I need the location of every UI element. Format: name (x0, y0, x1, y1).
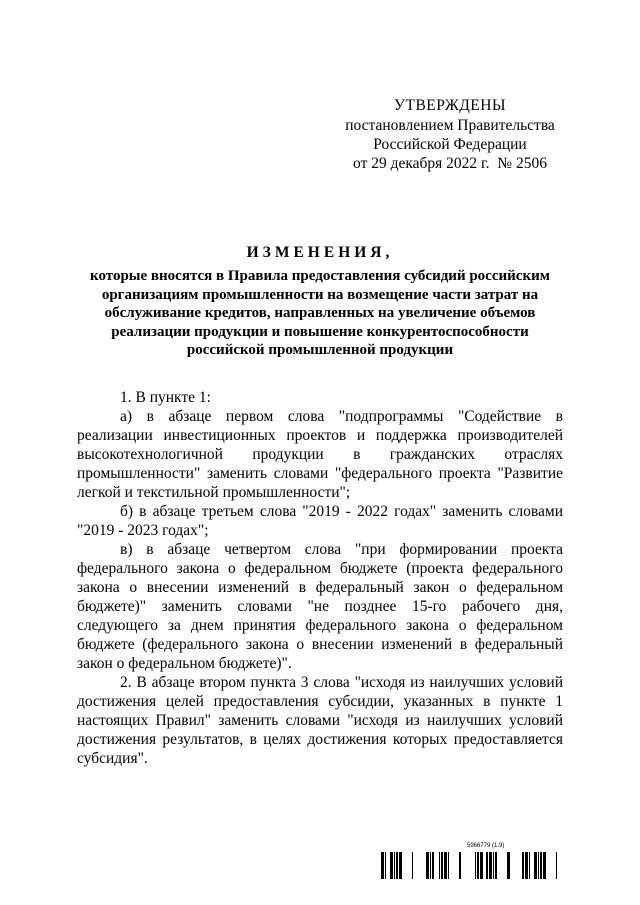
barcode-image (381, 852, 567, 879)
paragraph: в) в абзаце четвертом слова "при формировании проекта федерального закона о федеральном бюджете (проекта федерального закона о внесении изменений в федеральный закон о федеральном бюджете)" заменить словами "не позднее 15-го рабочего дня, следующего за днем принятия федерального закона о федеральном бюджете (федерального закона о внесении изменений в федеральный закон о федеральном бюджете)". (77, 541, 563, 672)
document-title: ИЗМЕНЕНИЯ, (246, 244, 394, 261)
document-subtitle: которые вносятся в Правила предоставления субсидий российским организациям промышленности на возмещение части затрат на обслуживание кредитов, направленных на увеличение объемов реализации продукции и повышение конкурентоспособности российской промышленной продукции (90, 268, 550, 358)
approval-block (340, 96, 560, 173)
approval-line-3: от 29 декабря 2022 г. № 2506 (353, 155, 547, 172)
paragraph: 2. В абзаце втором пункта 3 слова "исходя из наилучших условий достижения целей предоставления субсидии, указанных в пункте 1 настоящих Правил" заменить словами "исходя из наилучших условий достижения результатов, в целях достижения которых предоставляется субсидия". (77, 674, 563, 767)
barcode-number: 5966779 (1.9) (467, 843, 505, 849)
approval-heading: УТВЕРЖДЕНЫ (394, 97, 506, 114)
approval-line-1: постановлением Правительства (345, 117, 555, 134)
paragraph: 1. В пункте 1: (120, 389, 211, 406)
paragraph: б) в абзаце третьем слова "2019 - 2022 годах" заменить словами "2019 - 2023 годах"; (77, 503, 563, 539)
approval-line-2: Российской Федерации (373, 136, 527, 153)
document-body (77, 388, 563, 768)
paragraph: а) в абзаце первом слова "подпрограммы "Содействие в реализации инвестиционных проектов и поддержка производителей высокотехнологичной продукции в гражданских отраслях промышленности" заменить словами "федерального проекта "Развитие легкой и текстильной промышленности"; (77, 408, 563, 501)
